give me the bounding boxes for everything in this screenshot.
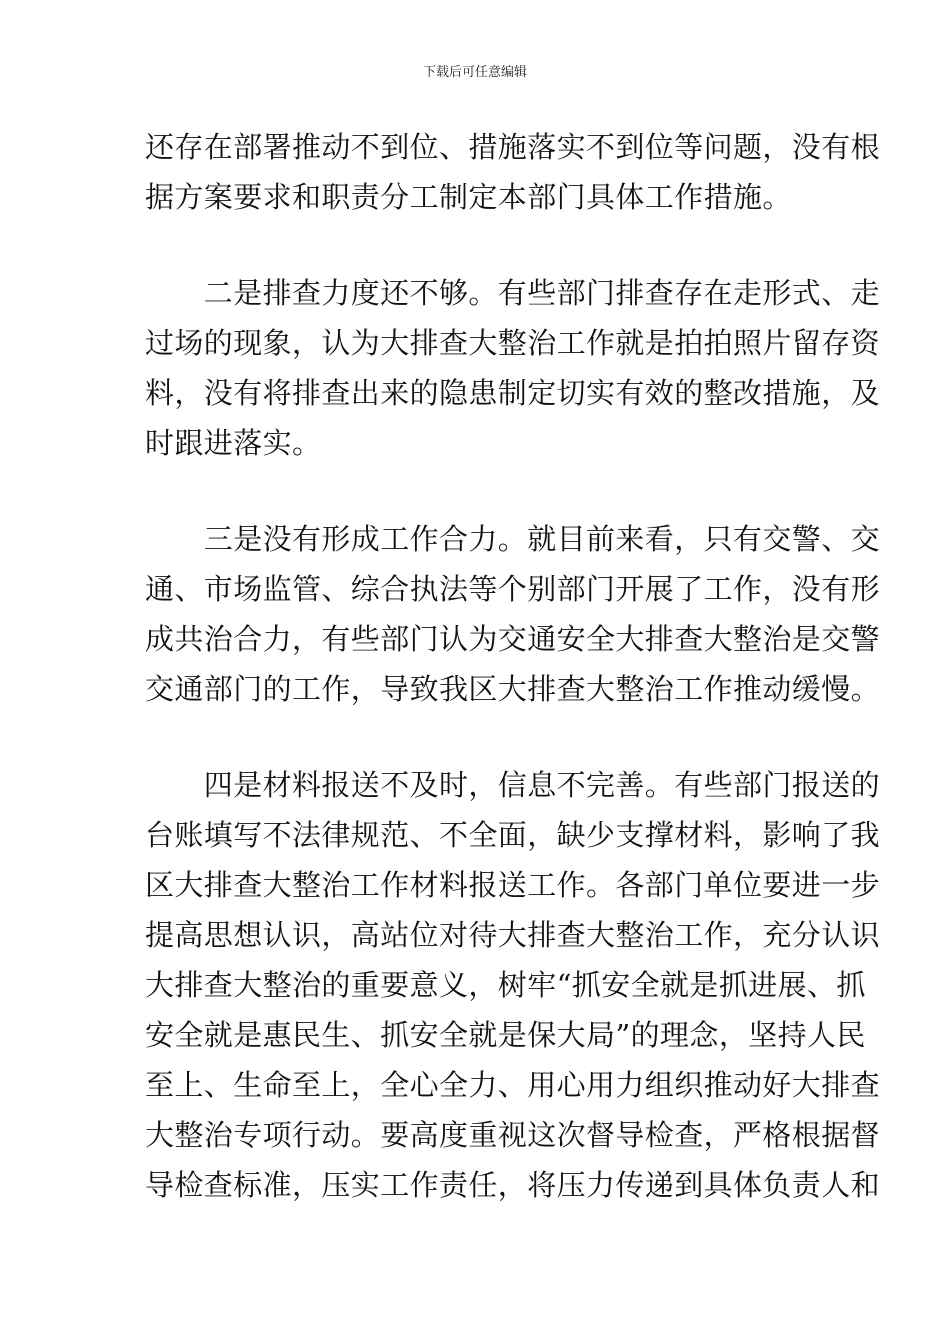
text-line: 台账填写不法律规范、不全面，缺少支撑材料，影响了我: [145, 818, 881, 852]
paragraph-3: [145, 514, 881, 714]
text-line: 时跟进落实。: [145, 426, 322, 460]
text-line: 通、市场监管、综合执法等个别部门开展了工作，没有形: [145, 572, 881, 606]
document-body: [145, 122, 881, 1210]
text-line: 四是材料报送不及时，信息不完善。有些部门报送的: [145, 768, 881, 802]
page-header: 下载后可任意编辑: [422, 65, 527, 80]
paragraph-2: [145, 268, 881, 468]
paragraph-1: [145, 122, 881, 222]
text-line: 据方案要求和职责分工制定本部门具体工作措施。: [145, 180, 792, 214]
text-line: 至上、生命至上，全心全力、用心用力组织推动好大排查: [145, 1068, 881, 1102]
text-line: 成共治合力，有些部门认为交通安全大排查大整治是交警: [145, 622, 881, 656]
text-line: 导检查标准，压实工作责任，将压力传递到具体负责人和: [145, 1168, 881, 1202]
text-line: 区大排查大整治工作材料报送工作。各部门单位要进一步: [145, 868, 881, 902]
text-line: 过场的现象，认为大排查大整治工作就是拍拍照片留存资: [145, 326, 881, 360]
paragraph-4: [145, 760, 881, 1210]
text-line: 三是没有形成工作合力。就目前来看，只有交警、交: [145, 522, 881, 556]
text-line: 安全就是惠民生、抓安全就是保大局”的理念，坚持人民: [145, 1018, 866, 1052]
text-line: 二是排查力度还不够。有些部门排查存在走形式、走: [145, 276, 881, 310]
text-line: 交通部门的工作，导致我区大排查大整治工作推动缓慢。: [145, 672, 881, 706]
text-line: 料，没有将排查出来的隐患制定切实有效的整改措施，及: [145, 376, 881, 410]
text-line: 大整治专项行动。要高度重视这次督导检查，严格根据督: [145, 1118, 881, 1152]
text-line: 还存在部署推动不到位、措施落实不到位等问题，没有根: [145, 130, 881, 164]
text-line: 提高思想认识，高站位对待大排查大整治工作，充分认识: [145, 918, 881, 952]
text-line: 大排查大整治的重要意义，树牢“抓安全就是抓进展、抓: [145, 968, 866, 1002]
